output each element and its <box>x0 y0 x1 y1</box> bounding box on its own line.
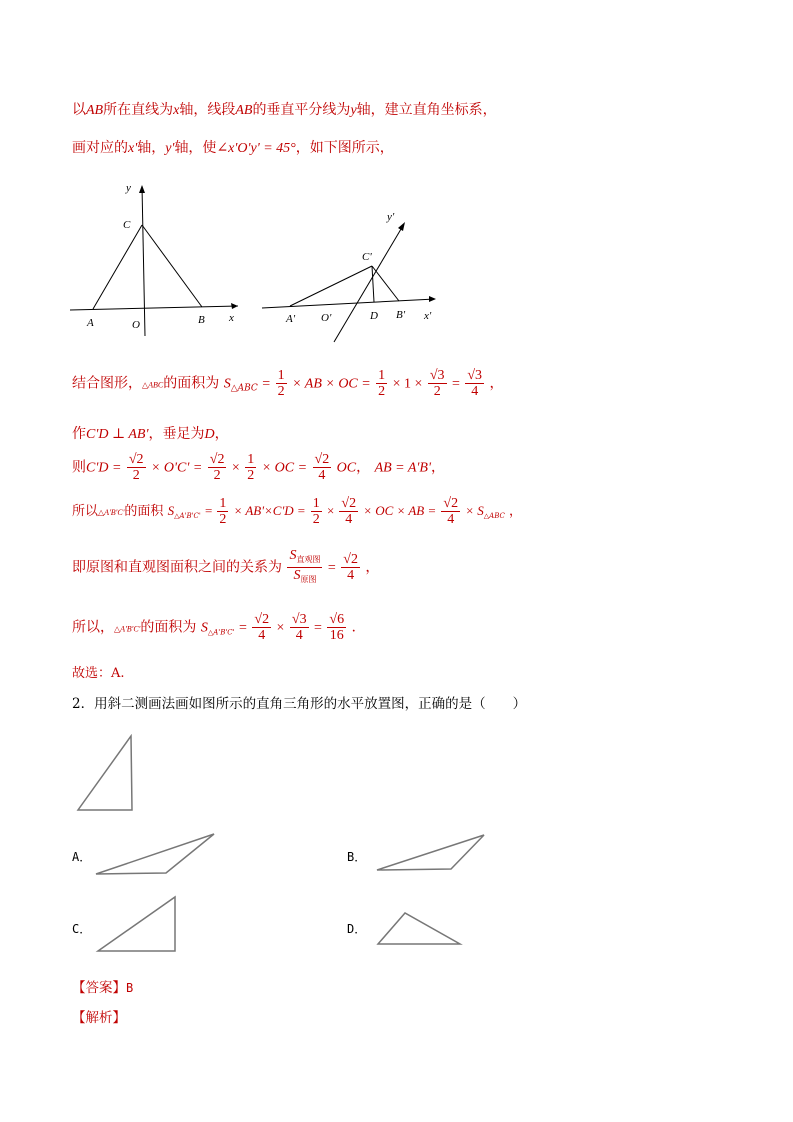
label-c: C <box>123 219 131 231</box>
figure-original-triangle <box>66 176 256 336</box>
side-a-c <box>290 266 372 306</box>
side-ac <box>93 225 142 309</box>
y-prime-axis-arrow-icon <box>398 222 405 231</box>
option-d-figure[interactable] <box>375 910 465 948</box>
x-prime-axis-arrow-icon <box>429 296 436 302</box>
intro-line-1: 以AB所在直线为x轴，线段AB的垂直平分线为y轴，建立直角坐标系， <box>72 102 497 118</box>
side-cb <box>142 225 202 307</box>
answer-value: B <box>126 981 134 995</box>
y-prime-axis <box>334 224 404 342</box>
label-b-prime: B' <box>396 309 406 321</box>
perpendicular-line: 作C'D ⊥ AB'，垂足为D， <box>72 426 229 442</box>
cd-length-line: 则C'D = $\frac{√2}{2}$ × O'C' = $\frac{√2}{2}$ × $\frac{1}{2}$ × OC = $\frac{√2}{4}$ OC， AB = A'B'， <box>72 452 445 483</box>
label-a-prime: A' <box>286 313 296 325</box>
x-axis-arrow-icon <box>231 303 238 309</box>
label-o-prime: O' <box>321 312 332 324</box>
label-d: D <box>370 310 378 322</box>
y-axis <box>142 186 145 336</box>
answer-row <box>72 976 133 996</box>
x-prime-axis <box>262 299 435 308</box>
option-b-figure[interactable] <box>375 832 487 874</box>
question-2: 2．用斜二测画法画如图所示的直角三角形的水平放置图，正确的是（ ） <box>72 696 527 712</box>
answer-label: 【答案】 <box>72 980 126 996</box>
final-area-line: 所以，△A'B'C'的面积为 $S_{\triangle A'B'C'}$ = $\frac{√2}{4}$ × $\frac{√3}{4}$ = $\frac{√6}{16}$ . <box>72 612 356 643</box>
question-right-triangle <box>74 734 136 814</box>
option-b-label[interactable]: B． <box>347 850 367 864</box>
option-d-label[interactable]: D． <box>347 922 367 936</box>
analysis-label: 【解析】 <box>72 1010 126 1026</box>
option-c-figure[interactable] <box>95 894 179 954</box>
label-c-prime: C' <box>362 251 372 263</box>
option-c-label[interactable]: C． <box>72 922 92 936</box>
intro-line-2: 画对应的x'轴，y'轴，使∠x'O'y' = 45°，如下图所示， <box>72 140 394 156</box>
area-formula-line: 结合图形，△ABC的面积为 $S_{\triangle ABC}$ = $\frac{1}{2}$ × AB × OC = $\frac{1}{2}$ × 1 × $\frac{√3}{2}$ = $\frac{√3}{4}$ ， <box>72 368 504 399</box>
area-ratio-line: 即原图和直观图面积之间的关系为 $\frac{S_{直观图}}{S_{原图}}$ = $\frac{√2}{4}$ ， <box>72 548 380 584</box>
label-x-prime: x' <box>424 310 432 322</box>
choose-answer: 故选：A. <box>72 666 125 681</box>
x-axis <box>70 306 238 310</box>
y-axis-arrow-icon <box>139 185 145 193</box>
figure-oblique-triangle <box>258 206 448 346</box>
label-y: y <box>126 182 131 194</box>
segment-c-d <box>372 266 374 302</box>
option-a-figure[interactable] <box>94 830 218 878</box>
oblique-area-line: 所以△A'B'C'的面积 $S_{\triangle A'B'C'}$ = $\frac{1}{2}$ × AB'×C'D = $\frac{1}{2}$ × $\frac{√2}{4}$ × OC × AB = $\frac{√2}{4}$ × $S_{\triangle ABC}$ ， <box>72 496 523 527</box>
label-y-prime: y' <box>387 211 395 223</box>
option-a-label[interactable]: A． <box>72 850 92 864</box>
label-x: x <box>229 312 234 324</box>
side-c-b <box>372 266 399 301</box>
label-b: B <box>198 314 205 326</box>
label-a: A <box>87 317 94 329</box>
label-o: O <box>132 319 140 331</box>
